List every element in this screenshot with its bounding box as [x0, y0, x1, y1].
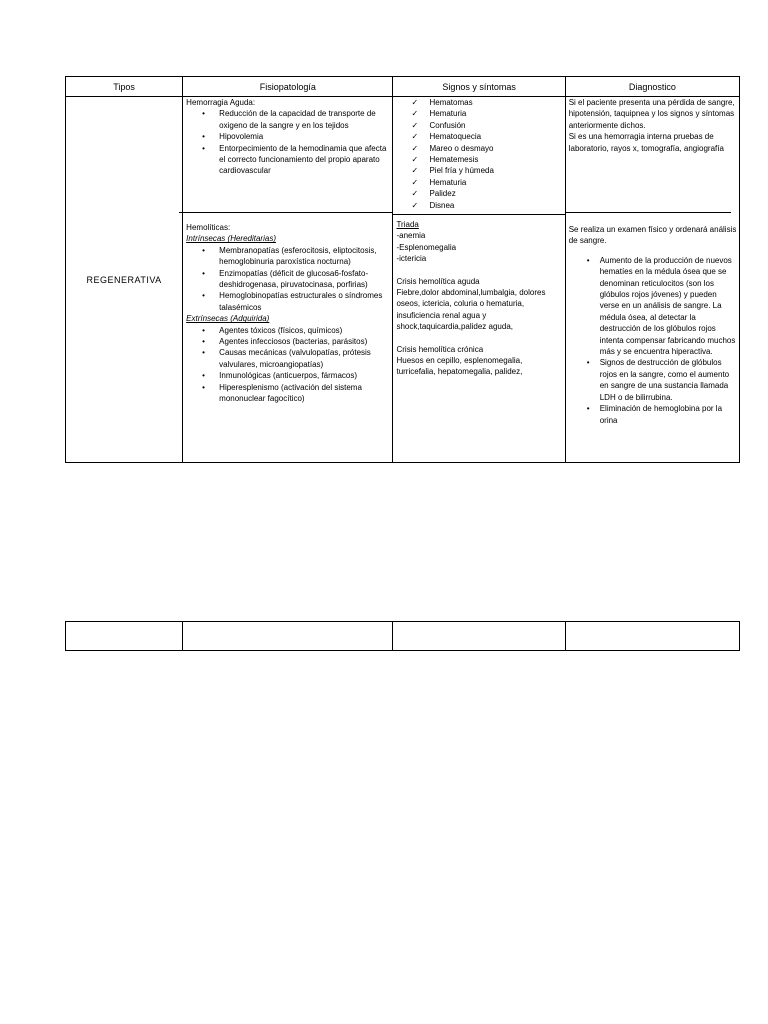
- diagnostico-intro: Se realiza un examen físico y ordenará análisis de sangre.: [568, 225, 737, 246]
- header-diagnostico: Diagnostico: [565, 77, 739, 97]
- list-item: • Enzimopatías (déficit de glucosa6-fosfato-deshidrogenasa, piruvatocinasa, porfirias): [186, 268, 390, 291]
- check-item: ✓ Hematemesis: [396, 154, 562, 165]
- diagnostico-list: [569, 255, 737, 426]
- fisio-cell: [183, 97, 393, 463]
- list-item: • Reducción de la capacidad de transporte de oxigeno de la sangre y en los tejidos: [186, 108, 390, 131]
- diagnostico-cell: [565, 97, 739, 463]
- list-item: • Membranopatías (esferocitosis, eliptocitosis, hemoglobinuria paroxística nocturna): [186, 245, 390, 268]
- tipo-label: REGENERATIVA: [86, 274, 162, 285]
- signos-hemoliticas: [396, 219, 562, 378]
- empty-cell: [565, 622, 739, 651]
- regenerativa-row: [66, 97, 740, 463]
- header-row: [66, 77, 740, 97]
- signos-aguda: [396, 97, 562, 211]
- list-item: • Eliminación de hemoglobina por la orina: [569, 403, 737, 426]
- diagnostico-text: Si es una hemorragia interna pruebas de laboratorio, rayos x, tomografía, angiografía: [568, 132, 724, 153]
- list-item: • Inmunológicas (anticuerpos, fármacos): [186, 370, 390, 381]
- main-table: [65, 76, 740, 463]
- section-divider: [392, 214, 565, 215]
- check-item: ✓ Hematomas: [396, 97, 562, 108]
- extrinsecas-list: [186, 325, 390, 405]
- check-item: ✓ Hematuria: [396, 177, 562, 188]
- intrinsecas-title: Intrínsecas (Hereditarias): [186, 234, 276, 244]
- extrinsecas-title: Extrínsecas (Adquirida): [186, 314, 270, 324]
- list-item: • Aumento de la producción de nuevos hematíes en la médula ósea que se denominan reticulocitos (son los glóbulos rojos jóvenes) y pueden verse en un análisis de sangre. La médula ósea, al detectar la destrucción de los glóbulos rojos intenta compensar fabricando muchos más y se encuentra hiperactiva.: [569, 255, 737, 358]
- crisis-aguda-text: Fiebre,dolor abdominal,lumbalgia, dolores oseos, ictericia, coluria o hematuria, insuficiencia renal agua y shock,taquicardia,palidez aguda,: [396, 288, 546, 332]
- triada-title: Triada: [396, 220, 419, 229]
- triada-item: -Esplenomegalia: [396, 242, 457, 252]
- fisio-aguda: [186, 97, 390, 177]
- check-item: ✓ Confusión: [396, 120, 562, 131]
- empty-cell: [393, 622, 565, 651]
- check-item: ✓ Mareo o desmayo: [396, 143, 562, 154]
- empty-cell: [183, 622, 393, 651]
- check-item: ✓ Hematoquecia: [396, 131, 562, 142]
- crisis-aguda-title: Crisis hemolítica aguda: [396, 276, 480, 286]
- empty-table: [65, 621, 740, 651]
- signos-check-list: [396, 97, 562, 211]
- crisis-cronica-text: Huesos en cepillo, esplenomegalia, turricefalia, hepatomegalia, palidez,: [396, 356, 523, 377]
- header-signos: Signos y síntomas: [393, 77, 565, 97]
- triada-item: -ictericia: [396, 254, 427, 264]
- tipo-cell: [66, 97, 183, 463]
- list-item: • Signos de destrucción de glóbulos rojos en la sangre, como el aumento en sangre de una sustancia llamada LDH o de bilirrubina.: [569, 357, 737, 403]
- list-item: • Causas mecánicas (valvulopatías, prótesis valvulares, microangiopatías): [186, 347, 390, 370]
- check-item: ✓ Palidez: [396, 188, 562, 199]
- triada-item: -anemia: [396, 231, 426, 241]
- diagnostico-aguda: [569, 97, 737, 154]
- intrinsecas-list: [186, 245, 390, 313]
- list-item: • Hipovolemia: [186, 131, 390, 142]
- header-tipos: Tipos: [66, 77, 183, 97]
- empty-cell: [66, 622, 183, 651]
- check-item: ✓ Hematuria: [396, 108, 562, 119]
- list-item: • Agentes tóxicos (físicos, químicos): [186, 325, 390, 336]
- fisio-hemoliticas: [186, 222, 390, 405]
- check-item: ✓ Piel fría y húmeda: [396, 165, 562, 176]
- list-item: • Hiperesplenismo (activación del sistema mononuclear fagocítico): [186, 382, 390, 405]
- section-divider: [179, 212, 393, 213]
- aguda-title: Hemorragia Aguda:: [186, 98, 256, 107]
- diagnostico-text: Si el paciente presenta una pérdida de sangre, hipotensión, taquipnea y los signos y síntomas anteriormente dichos.: [568, 98, 735, 130]
- signos-cell: [393, 97, 565, 463]
- hemoliticas-title: Hemolíticas:: [186, 223, 231, 232]
- header-fisiopatologia: Fisiopatología: [183, 77, 393, 97]
- list-item: • Agentes infecciosos (bacterias, parásitos): [186, 336, 390, 347]
- section-divider: [565, 212, 731, 213]
- check-item: ✓ Disnea: [396, 200, 562, 211]
- diagnostico-hemoliticas: [569, 224, 737, 426]
- list-item: • Hemoglobinopatías estructurales o síndromes talasémicos: [186, 290, 390, 313]
- aguda-list: [186, 108, 390, 176]
- empty-row: [66, 622, 740, 651]
- crisis-cronica-title: Crisis hemolítica crónica: [396, 344, 484, 354]
- list-item: • Entorpecimiento de la hemodinamia que afecta el correcto funcionamiento del propio aparato cardiovascular: [186, 143, 390, 177]
